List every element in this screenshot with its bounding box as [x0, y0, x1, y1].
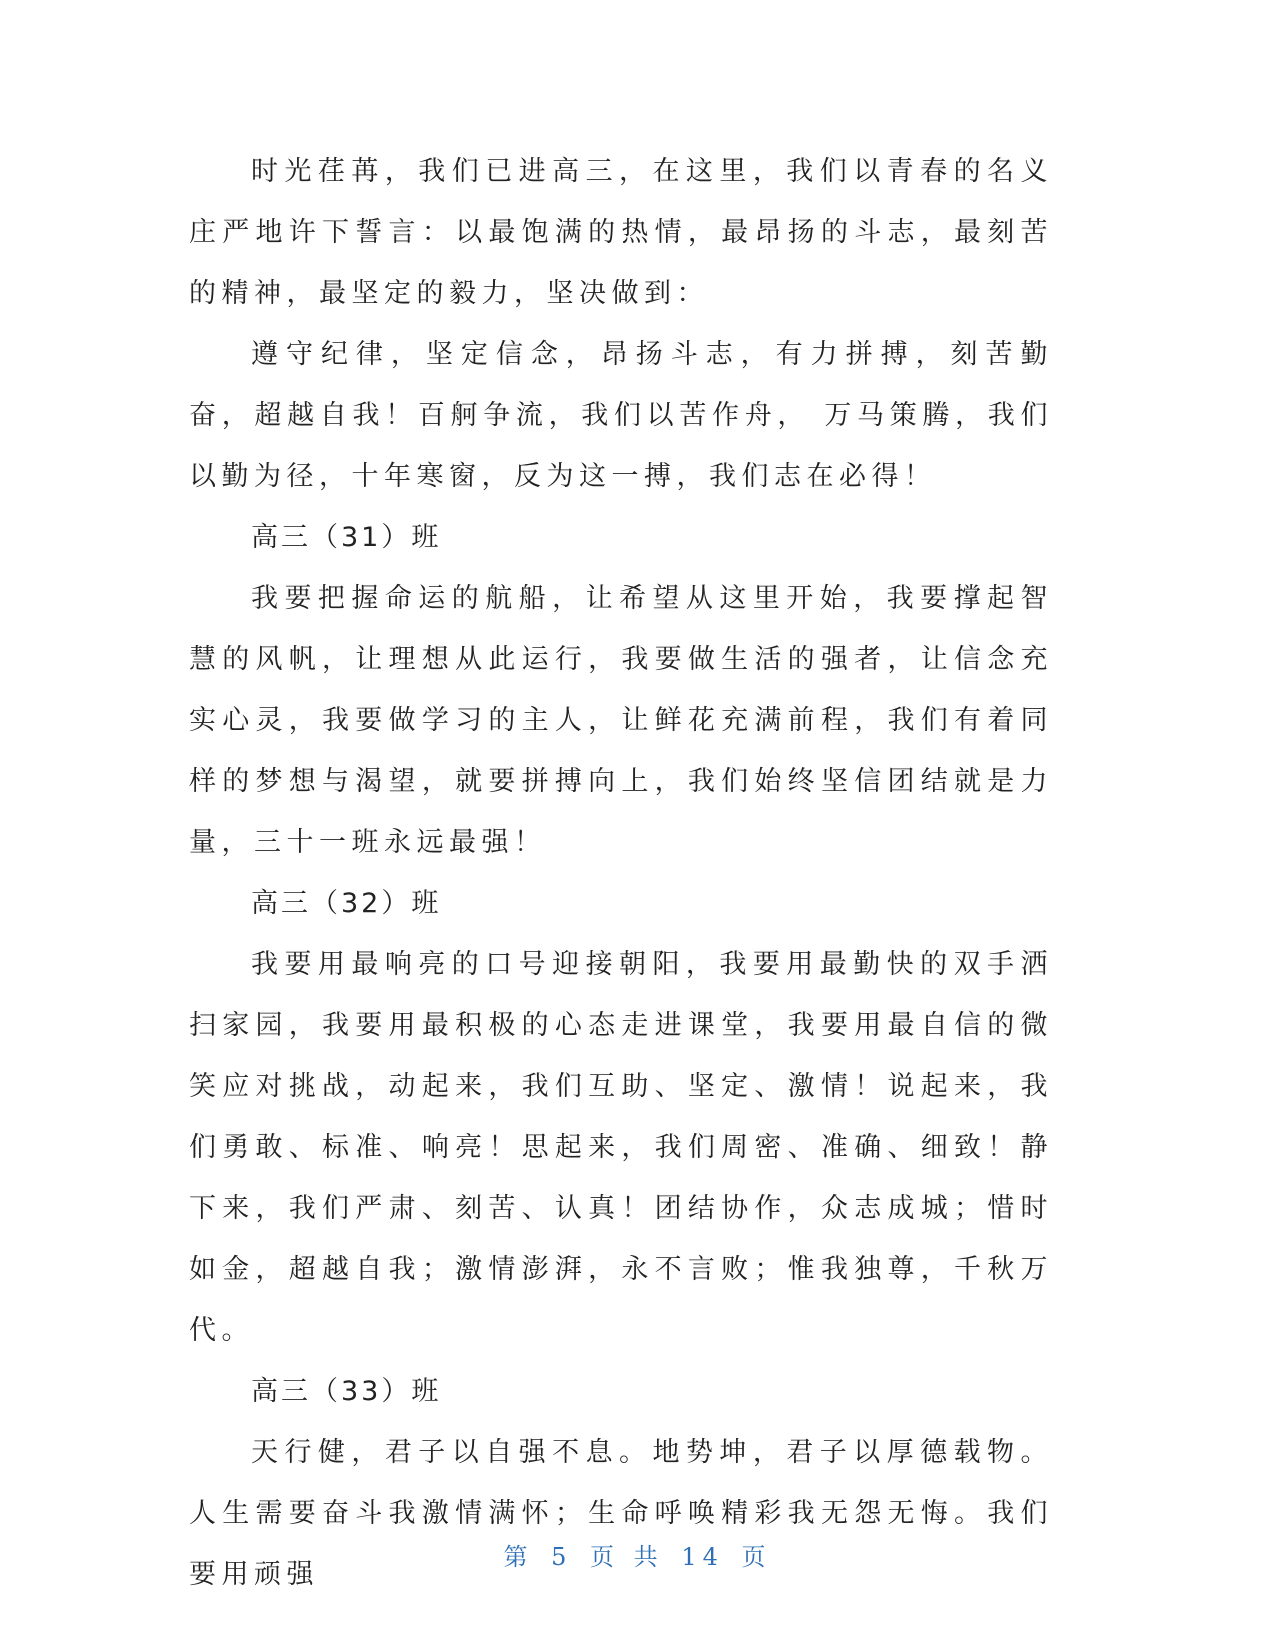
paragraph-class-32: 我要用最响亮的口号迎接朝阳，我要用最勤快的双手洒扫家园，我要用最积极的心态走进课堂，我要用最自信的微笑应对挑战，动起来，我们互助、坚定、激情！说起来，我们勇敢、标准、响亮！思起来，我们周密、准确、细致！静下来，我们严肃、刻苦、认真！团结协作，众志成城；惜时如金，超越自我；激情澎湃，永不言败；惟我独尊，千秋万代。	[189, 949, 1053, 1346]
current-page-number: 5	[551, 1543, 573, 1571]
paragraph-oath: 时光荏苒，我们已进高三，在这里，我们以青春的名义庄严地许下誓言：以最饱满的热情，最昂扬的斗志，最刻苦的精神，最坚定的毅力，坚决做到：	[189, 156, 1053, 309]
paragraph-class-31: 我要把握命运的航船，让希望从这里开始，我要撑起智慧的风帆，让理想从此运行，我要做生活的强者，让信念充实心灵，我要做学习的主人，让鲜花充满前程，我们有着同样的梦想与渴望，就要拼搏向上，我们始终坚信团结就是力量，三十一班永远最强！	[189, 583, 1053, 858]
footer-suffix: 页	[741, 1543, 772, 1571]
footer-middle: 页 共	[590, 1543, 664, 1571]
class-heading-32: 高三（32）班	[251, 888, 442, 919]
total-pages-number: 14	[681, 1543, 724, 1571]
class-heading-31: 高三（31）班	[251, 522, 442, 553]
document-body	[189, 141, 1053, 1605]
class-heading-33: 高三（33）班	[251, 1376, 442, 1407]
paragraph-discipline: 遵守纪律，坚定信念，昂扬斗志，有力拼搏，刻苦勤奋，超越自我！百舸争流，我们以苦作舟， 万马策腾，我们以勤为径，十年寒窗，反为这一搏，我们志在必得！	[189, 339, 1053, 492]
footer-prefix: 第	[503, 1543, 534, 1571]
paragraph-class-33: 天行健，君子以自强不息。地势坤，君子以厚德载物。人生需要奋斗我激情满怀；生命呼唤精彩我无怨无悔。我们要用顽强	[189, 1437, 1053, 1590]
page-footer	[0, 1537, 1275, 1572]
